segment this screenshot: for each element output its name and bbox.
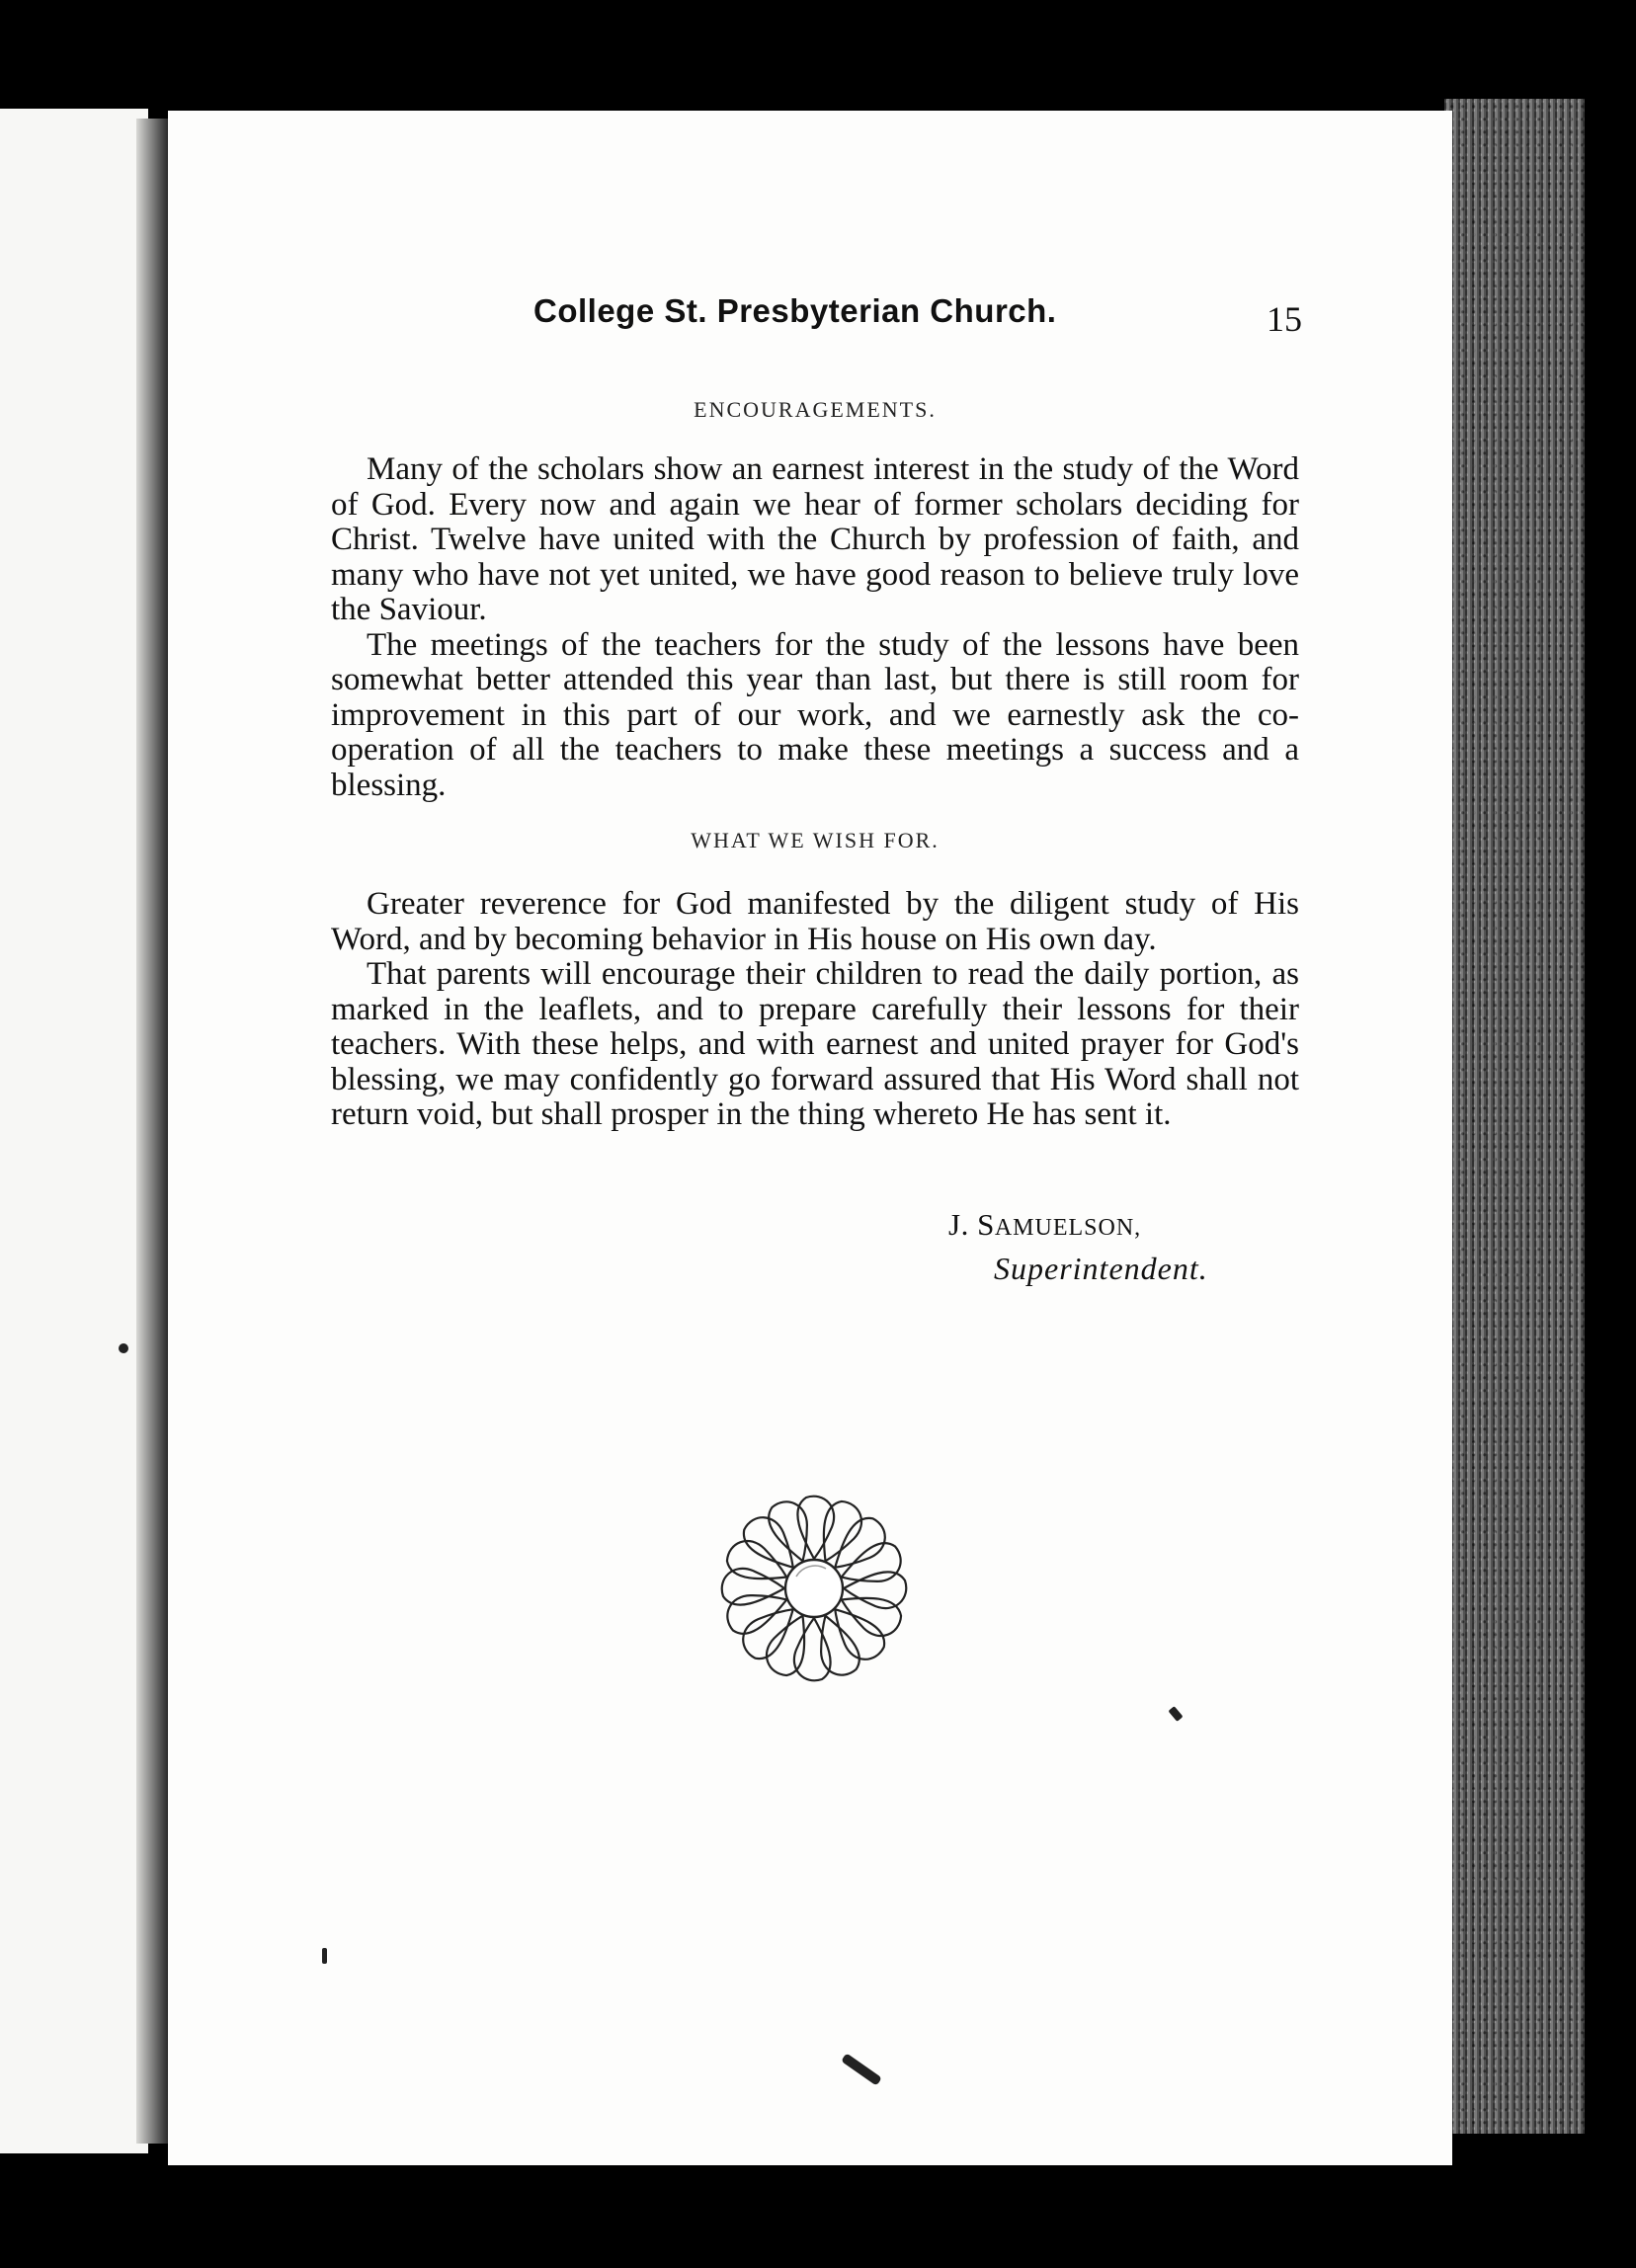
page-edges — [1444, 99, 1585, 2134]
signature-name — [948, 1207, 1141, 1243]
rosette-petal — [797, 1497, 834, 1559]
rosette-petal — [844, 1572, 906, 1608]
section-body-wish — [331, 887, 1299, 1133]
section-heading-encouragements: ENCOURAGEMENTS. — [694, 397, 937, 422]
page-number: 15 — [1267, 299, 1302, 339]
paragraph: The meetings of the teachers for the study of the lessons have been somewhat better attended this year than last, but there is still room for improvement in this part of our work, and we earnestly ask the co-operation of all the teachers to make these meetings a success and a blessing. — [331, 626, 1299, 803]
section-body-encouragements — [331, 452, 1299, 803]
rosette-petal — [722, 1569, 784, 1605]
left-page-sliver — [0, 109, 148, 2153]
signature-initial: J. S — [948, 1207, 995, 1242]
rosette-ornament-icon — [715, 1490, 913, 1687]
section-heading-wish: WHAT WE WISH FOR. — [691, 828, 940, 852]
signature-surname: AMUELSON, — [994, 1215, 1142, 1241]
rosette-petal — [794, 1618, 831, 1680]
ink-speck — [119, 1343, 128, 1353]
ink-speck — [322, 1948, 327, 1964]
paragraph: Greater reverence for God manifested by the diligent study of His Word, and by becoming behavior in His house on His own day. — [331, 886, 1299, 957]
signature-title: Superintendent. — [994, 1251, 1208, 1286]
paragraph: Many of the scholars show an earnest interest in the study of the Word of God. Every now and again we hear of former scholars deciding for Christ. Twelve have united with the Church by profession of faith, and many who have not yet united, we have good reason to believe truly love the Saviour. — [331, 451, 1299, 627]
running-title: College St. Presbyterian Church. — [533, 292, 1057, 329]
paragraph: That parents will encourage their children to read the daily portion, as marked in the leaflets, and to prepare carefully their lessons for their teachers. With these helps, and with earnest and united prayer for God's blessing, we may confidently go forward assured that His Word shall not return void, but shall prosper in the thing whereto He has sent it. — [331, 956, 1299, 1132]
